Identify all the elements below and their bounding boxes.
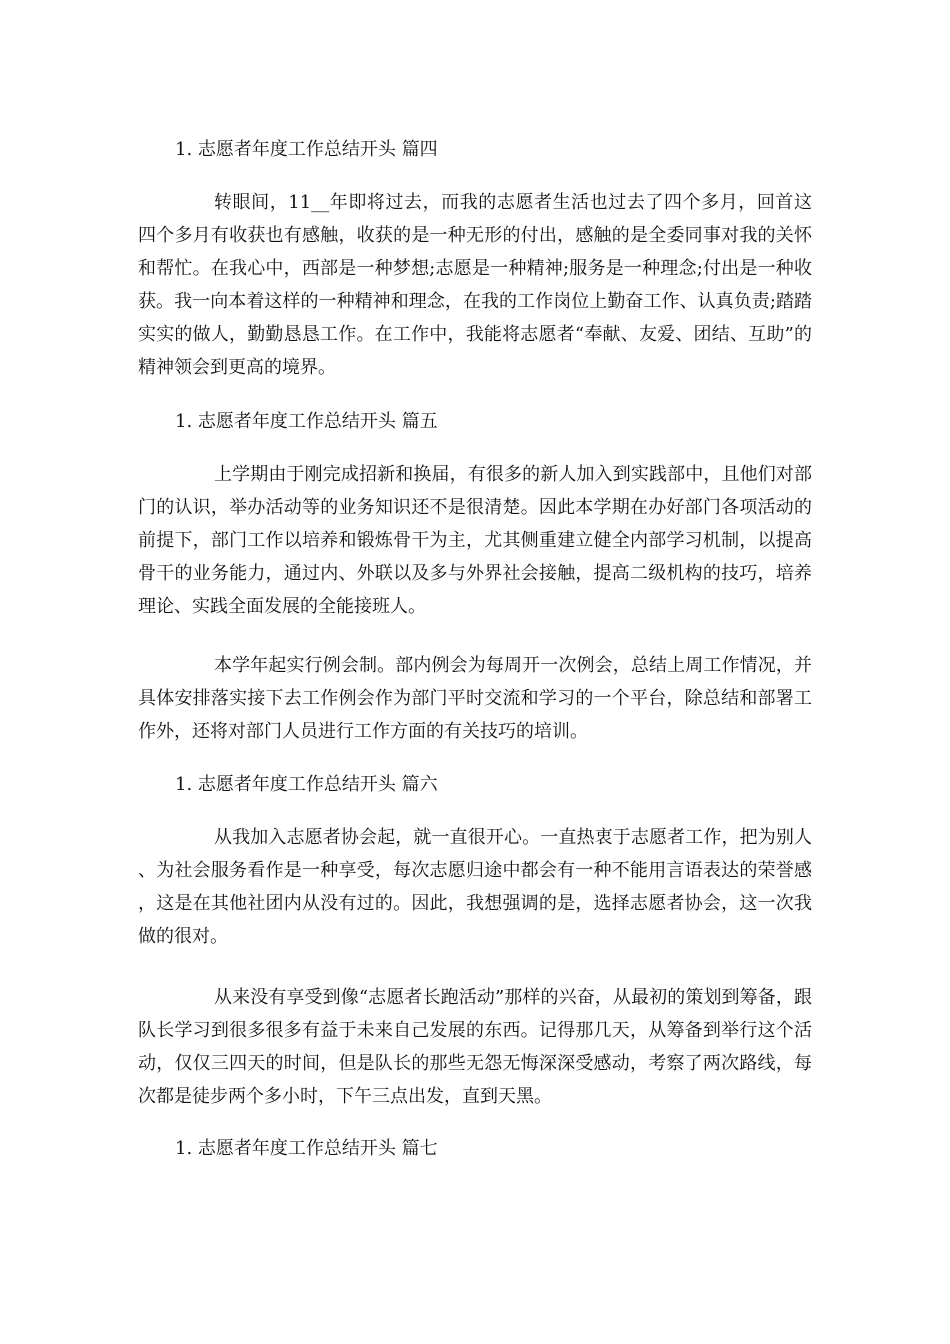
- paragraph-4-1: 转眼间，11__年即将过去，而我的志愿者生活也过去了四个多月，回首这四个多月有收获也有感触，收获的是一种无形的付出，感触的是全委同事对我的关怀和帮忙。在我心中，西部是一种梦想;志愿是一种精神;服务是一种理念;付出是一种收获。我一向本着这样的一种精神和理念，在我的工作岗位上勤奋工作、认真负责;踏踏实实的做人，勤勤恳恳工作。在工作中，我能将志愿者“奉献、友爱、团结、互助”的精神领会到更高的境界。: [138, 192, 812, 378]
- paragraph-6-2: 从来没有享受到像“志愿者长跑活动”那样的兴奋，从最初的策划到筹备，跟队长学习到很多很多有益于未来自己发展的东西。记得那几天，从筹备到举行这个活动，仅仅三四天的时间，但是队长的那些无怨无悔深深受感动，考察了两次路线，每次都是徒步两个多小时，下午三点出发，直到天黑。: [138, 987, 812, 1107]
- section-heading-5: 1. 志愿者年度工作总结开头 篇五: [175, 411, 438, 432]
- paragraph-5-1: 上学期由于刚完成招新和换届，有很多的新人加入到实践部中，且他们对部门的认识，举办活动等的业务知识还不是很清楚。因此本学期在办好部门各项活动的前提下，部门工作以培养和锻炼骨干为主，尤其侧重建立健全内部学习机制，以提高骨干的业务能力，通过内、外联以及多与外界社会接触，提高二级机构的技巧，培养理论、实践全面发展的全能接班人。: [138, 464, 812, 617]
- section-heading-6: 1. 志愿者年度工作总结开头 篇六: [175, 774, 438, 795]
- section-heading-7: 1. 志愿者年度工作总结开头 篇七: [175, 1138, 438, 1159]
- section-heading-4: 1. 志愿者年度工作总结开头 篇四: [175, 139, 438, 160]
- paragraph-5-2: 本学年起实行例会制。部内例会为每周开一次例会，总结上周工作情况，并具体安排落实接下去工作例会作为部门平时交流和学习的一个平台，除总结和部署工作外，还将对部门人员进行工作方面的有关技巧的培训。: [138, 655, 812, 742]
- paragraph-6-1: 从我加入志愿者协会起，就一直很开心。一直热衷于志愿者工作，把为别人、为社会服务看作是一种享受，每次志愿归途中都会有一种不能用言语表达的荣誉感，这是在其他社团内从没有过的。因此，我想强调的是，选择志愿者协会，这一次我做的很对。: [138, 827, 812, 947]
